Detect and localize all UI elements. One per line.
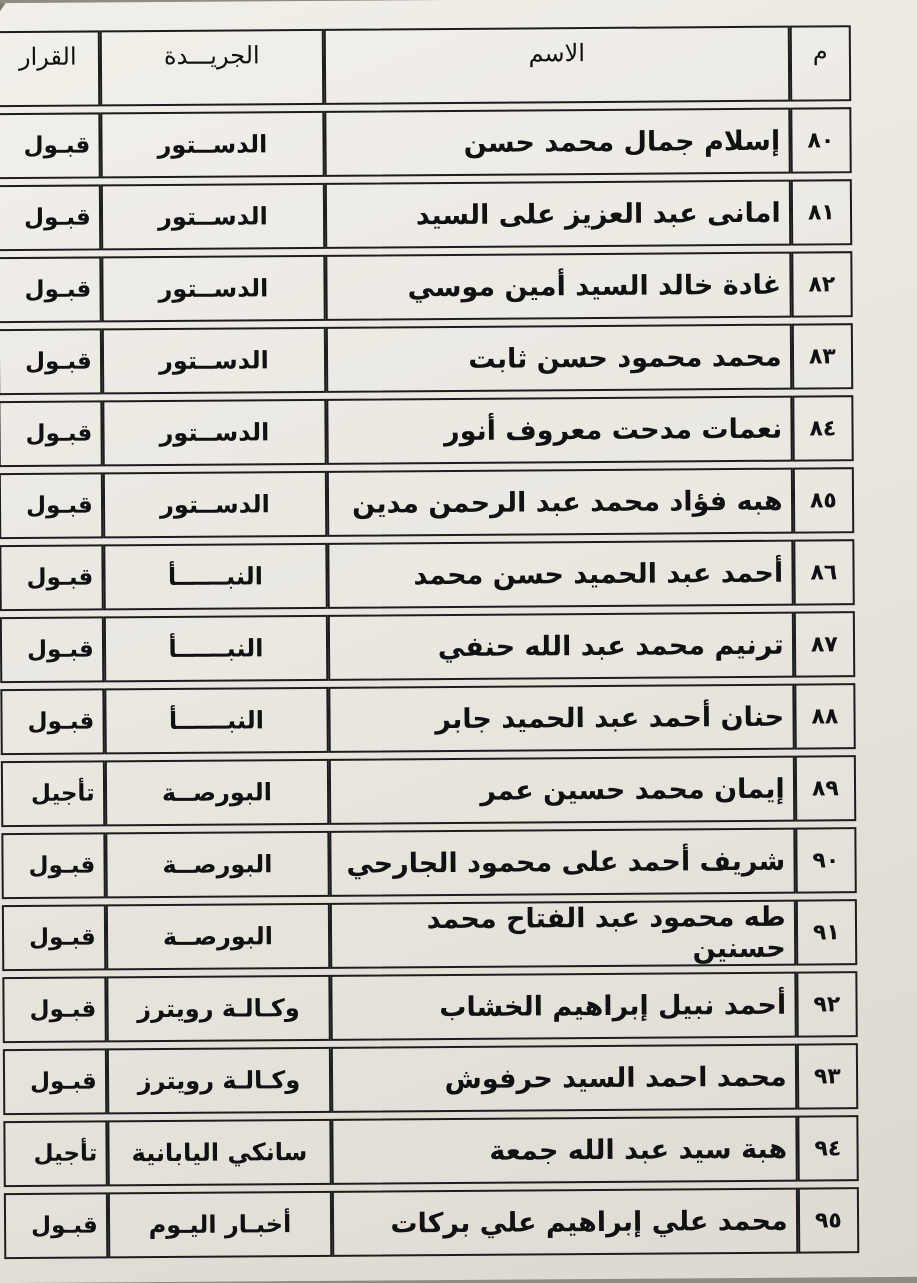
row-number: ٨١ (790, 179, 852, 245)
row-newspaper: البورصــة (105, 759, 330, 827)
row-newspaper: وكـالـة رويترز (106, 975, 331, 1043)
row-name: شريف أحمد على محمود الجارحي (329, 828, 795, 897)
row-newspaper: البورصــة (106, 903, 331, 971)
row-decision: قبـول (0, 112, 100, 179)
row-number: ٨٨ (794, 683, 856, 749)
table-row (3, 1115, 858, 1187)
row-name: طه محمود عبد الفتاح محمد حسنين (330, 900, 796, 969)
row-number: ٩٤ (797, 1115, 859, 1181)
row-number: ٩٠ (795, 827, 857, 893)
row-number: ٨٩ (794, 755, 856, 821)
header-name: الاسم (324, 26, 790, 105)
table-row (0, 611, 855, 683)
table-row (1, 827, 856, 899)
row-name: محمد احمد السيد حرفوش (331, 1044, 797, 1113)
row-name: إسلام جمال محمد حسن (324, 108, 790, 177)
row-decision: قبـول (3, 1048, 107, 1115)
row-newspaper: الدســتور (101, 255, 326, 323)
row-name: حنان أحمد عبد الحميد جابر (328, 684, 794, 753)
row-name: ترنيم محمد عبد الله حنفي (328, 612, 794, 681)
table-row (3, 1043, 858, 1115)
row-decision: قبـول (0, 688, 104, 755)
table-row (0, 683, 855, 755)
header-decision: القرار (0, 30, 100, 107)
table-row (0, 467, 854, 539)
row-name: محمد محمود حسن ثابت (326, 324, 792, 393)
header-newspaper: الجريـــدة (99, 29, 324, 107)
row-number: ٩٣ (796, 1043, 858, 1109)
row-number: ٨٦ (793, 539, 855, 605)
row-decision: قبـول (0, 400, 102, 467)
row-newspaper: النبــــــأ (104, 687, 329, 755)
row-decision: قبـول (0, 544, 104, 611)
row-decision: تأجيل (3, 1120, 107, 1187)
header-number: م (789, 25, 851, 101)
row-name: امانى عبد العزيز على السيد (325, 180, 791, 249)
row-name: إيمان محمد حسين عمر (329, 756, 795, 825)
row-newspaper: النبــــــأ (103, 543, 328, 611)
roster-table-wrapper (0, 19, 859, 1255)
row-number: ٩٢ (796, 971, 858, 1037)
row-number: ٨٢ (791, 251, 853, 317)
row-number: ٩١ (795, 899, 857, 965)
row-decision: قبـول (0, 328, 102, 395)
row-name: هبه فؤاد محمد عبد الرحمن مدين (327, 468, 793, 537)
table-row (0, 251, 853, 323)
row-decision: تأجيل (1, 760, 105, 827)
row-number: ٨٠ (790, 107, 852, 173)
row-name: غادة خالد السيد أمين موسي (325, 252, 791, 321)
row-number: ٨٥ (792, 467, 854, 533)
table-row (0, 107, 852, 179)
row-name: أحمد عبد الحميد حسن محمد (327, 540, 793, 609)
row-newspaper: النبــــــأ (104, 615, 329, 683)
row-newspaper: الدســتور (101, 183, 326, 251)
row-decision: قبـول (1, 832, 105, 899)
row-name: هبة سيد عبد الله جمعة (331, 1116, 797, 1185)
table-row (4, 1187, 859, 1259)
row-decision: قبـول (2, 976, 106, 1043)
row-newspaper: الدســتور (102, 327, 327, 395)
row-number: ٩٥ (797, 1187, 859, 1253)
roster-table (0, 19, 859, 1265)
table-row (2, 971, 857, 1043)
table-row (0, 395, 854, 467)
row-newspaper: أخبـار اليـوم (108, 1191, 333, 1259)
table-row (0, 179, 852, 251)
row-number: ٨٧ (793, 611, 855, 677)
table-header-row (0, 25, 851, 107)
row-decision: قبـول (0, 616, 104, 683)
row-newspaper: الدســتور (102, 399, 327, 467)
table-row (1, 755, 856, 827)
row-number: ٨٤ (792, 395, 854, 461)
row-decision: قبـول (4, 1192, 108, 1259)
row-decision: قبـول (0, 184, 101, 251)
row-newspaper: الدســتور (103, 471, 328, 539)
row-newspaper: الدســتور (100, 111, 325, 179)
table-row (2, 899, 857, 971)
row-newspaper: البورصــة (105, 831, 330, 899)
table-row (0, 539, 855, 611)
row-decision: قبـول (0, 256, 101, 323)
row-decision: قبـول (0, 472, 103, 539)
table-row (0, 323, 853, 395)
row-number: ٨٣ (791, 323, 853, 389)
row-name: نعمات مدحت معروف أنور (326, 396, 792, 465)
row-newspaper: سانكي اليابانية (107, 1119, 332, 1187)
row-name: محمد علي إبراهيم علي بركات (332, 1188, 798, 1257)
row-decision: قبـول (2, 904, 106, 971)
row-name: أحمد نبيل إبراهيم الخشاب (330, 972, 796, 1041)
row-newspaper: وكـالـة رويترز (107, 1047, 332, 1115)
